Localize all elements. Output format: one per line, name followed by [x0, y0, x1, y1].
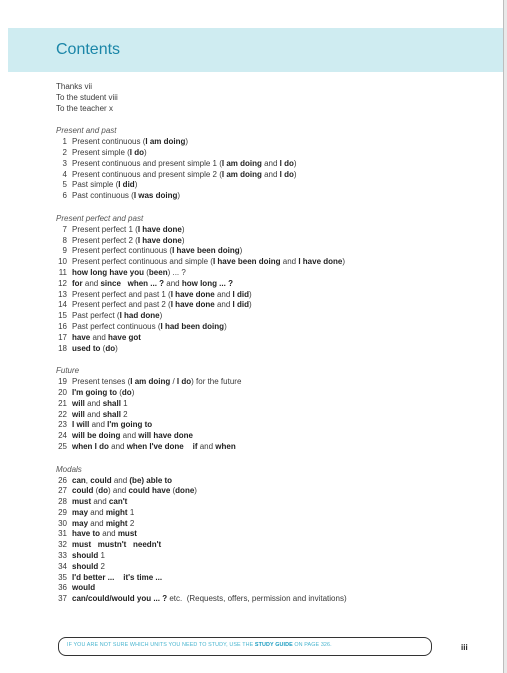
unit-title-bold: I am doing	[221, 158, 262, 168]
unit-title-bold: I had been doing	[160, 321, 225, 331]
unit-title-bold: must mustn't needn't	[72, 540, 162, 550]
unit-title-bold: I'm going to	[72, 387, 118, 397]
unit-title-text: ) ... ?	[167, 267, 186, 277]
unit-title-text: and	[214, 289, 233, 299]
front-matter-page: x	[108, 103, 113, 113]
unit-entry[interactable]	[56, 551, 496, 562]
unit-entry[interactable]	[56, 486, 496, 497]
unit-number: 28	[58, 497, 67, 507]
unit-title-bold: can't	[108, 497, 128, 507]
unit-title-text: )	[159, 311, 163, 321]
unit-title-bold: do	[105, 343, 116, 353]
unit-title-bold: I am doing	[221, 169, 262, 179]
unit-number: 31	[58, 529, 67, 539]
unit-number: 3	[62, 158, 67, 168]
unit-title-text: )	[185, 137, 189, 147]
unit-entry[interactable]	[56, 594, 496, 605]
unit-entry[interactable]	[56, 322, 496, 333]
unit-title-bold: I do	[129, 147, 145, 157]
unit-title-text: (	[117, 387, 122, 397]
unit-title-bold: would	[72, 583, 96, 593]
contents-list	[56, 82, 496, 605]
unit-entry[interactable]	[56, 225, 496, 236]
unit-title-bold: if	[192, 441, 198, 451]
unit-title-bold: have to	[72, 529, 101, 539]
unit-title-text: Present continuous and present simple 1 (	[72, 158, 222, 168]
unit-title-text: 2	[120, 409, 128, 419]
unit-title-bold: will	[72, 409, 85, 419]
unit-title-bold: I did	[232, 289, 249, 299]
unit-title-text: Present continuous and present simple 2 (	[72, 169, 222, 179]
unit-title-bold: have got	[108, 332, 141, 342]
unit-entry[interactable]	[56, 279, 496, 290]
section-heading: Modals	[56, 464, 82, 474]
unit-title-text: and	[88, 518, 106, 528]
unit-title-text: )	[181, 235, 185, 245]
unit-title-text: Present perfect 2 (	[72, 235, 138, 245]
study-guide-link[interactable]: STUDY GUIDE	[254, 642, 293, 648]
unit-title-text: ) and	[108, 486, 129, 496]
unit-entry[interactable]	[56, 333, 496, 344]
unit-title-text: Present perfect and past 2 (	[72, 300, 171, 310]
unit-entry[interactable]	[56, 246, 496, 257]
unit-number: 13	[58, 289, 67, 299]
front-matter-page: viii	[108, 92, 118, 102]
unit-title-bold: used to	[72, 343, 101, 353]
section-heading: Present perfect and past	[56, 213, 144, 223]
unit-title-text: and	[84, 409, 103, 419]
unit-title-bold: will have done	[138, 431, 193, 441]
unit-entry[interactable]	[56, 236, 496, 247]
unit-number: 21	[58, 398, 67, 408]
sections-list	[56, 126, 496, 605]
unit-title-bold: do	[121, 387, 132, 397]
unit-entry[interactable]	[56, 180, 496, 191]
unit-number: 2	[62, 147, 67, 157]
unit-title-text: )	[115, 343, 118, 353]
unit-entry[interactable]	[56, 529, 496, 540]
unit-number: 22	[58, 409, 67, 419]
unit-title-text: ) for the future	[191, 377, 242, 387]
unit-title-bold: I have done	[137, 224, 182, 234]
unit-title-bold: I did	[232, 300, 249, 310]
unit-title-text: and	[214, 300, 233, 310]
unit-title-text: ,	[85, 475, 91, 485]
unit-title-text: and	[120, 431, 139, 441]
unit-number: 18	[58, 343, 67, 353]
unit-title-text	[184, 442, 193, 451]
unit-title-bold: shall	[102, 398, 121, 408]
unit-title-bold: I did	[118, 180, 135, 190]
unit-title-text: 1	[98, 551, 105, 561]
unit-title-bold: could	[90, 475, 112, 485]
unit-title-bold: can	[72, 475, 86, 485]
unit-title-text: (	[100, 343, 106, 353]
unit-title-text: 1	[127, 507, 135, 517]
unit-number: 5	[62, 180, 67, 190]
unit-title-bold: I have done	[170, 289, 215, 299]
unit-title-bold: been	[148, 267, 168, 277]
unit-title-text: 1	[120, 398, 128, 408]
front-matter-list	[56, 82, 496, 114]
unit-title-text: (	[170, 486, 176, 496]
unit-title-text: Present continuous (	[72, 137, 146, 147]
unit-entry[interactable]	[56, 300, 496, 311]
unit-title-text: (	[144, 267, 149, 277]
unit-entry[interactable]	[56, 497, 496, 508]
unit-title-bold: how long ... ?	[181, 278, 233, 288]
unit-title-text: and	[164, 278, 182, 288]
front-matter-item[interactable]	[56, 104, 496, 115]
unit-title-bold: might	[105, 507, 128, 517]
unit-title-text: and	[100, 529, 118, 539]
unit-entry[interactable]	[56, 137, 496, 148]
unit-title-bold: will	[72, 398, 85, 408]
unit-number: 26	[58, 475, 67, 485]
unit-title-text: 2	[127, 518, 135, 528]
unit-entry[interactable]	[56, 377, 496, 388]
front-matter-item[interactable]	[56, 93, 496, 104]
unit-number: 11	[58, 267, 67, 277]
unit-title-text: Present tenses (	[72, 377, 131, 387]
unit-title-text: and	[84, 398, 103, 408]
unit-title-bold: might	[105, 518, 128, 528]
unit-title-text: and	[82, 278, 101, 288]
unit-number: 35	[58, 572, 67, 582]
unit-title-bold: may	[72, 518, 89, 528]
unit-title-bold: I have done	[298, 257, 343, 267]
unit-title-text: )	[181, 224, 185, 234]
unit-title-bold: I'd better ... it's time ...	[72, 572, 163, 582]
footer-text-after: ON PAGE 326.	[292, 642, 332, 648]
unit-title-text: Past perfect continuous (	[72, 321, 161, 331]
unit-entry[interactable]	[56, 148, 496, 159]
unit-number: 30	[58, 518, 67, 528]
unit-title-text: Present perfect continuous (	[72, 246, 173, 256]
unit-entry[interactable]	[56, 540, 496, 551]
unit-number: 20	[58, 387, 67, 397]
unit-title-bold: I have been doing	[212, 257, 281, 267]
unit-number: 24	[58, 431, 67, 441]
unit-entry[interactable]	[56, 290, 496, 301]
unit-number: 17	[58, 332, 67, 342]
unit-title-text: etc. (Requests, offers, permission and invitations)	[167, 594, 347, 604]
unit-entry[interactable]	[56, 410, 496, 421]
unit-entry[interactable]	[56, 268, 496, 279]
unit-title-text	[121, 279, 128, 288]
unit-entry[interactable]	[56, 442, 496, 453]
unit-title-text: and	[261, 158, 280, 168]
unit-title-text: and	[197, 441, 216, 451]
front-matter-label: Thanks	[56, 82, 83, 91]
unit-title-text: )	[249, 289, 252, 299]
unit-number: 10	[58, 257, 67, 267]
unit-title-bold: when I've done	[126, 441, 184, 451]
unit-entry[interactable]	[56, 170, 496, 181]
unit-entry[interactable]	[56, 583, 496, 594]
unit-title-bold: for	[72, 278, 83, 288]
unit-entry[interactable]	[56, 344, 496, 355]
unit-title-text: and	[111, 475, 130, 485]
unit-title-text: 2	[98, 561, 105, 571]
unit-title-bold: I am doing	[130, 377, 171, 387]
front-matter-page: vii	[84, 82, 93, 91]
unit-title-text: Present perfect continuous and simple (	[72, 257, 213, 267]
unit-number: 8	[62, 235, 67, 245]
unit-title-text: Present perfect 1 (	[72, 224, 138, 234]
unit-title-text: Past continuous (	[72, 191, 134, 201]
unit-title-bold: do	[98, 486, 109, 496]
study-guide-banner	[58, 637, 432, 656]
front-matter-item[interactable]	[56, 82, 496, 93]
unit-title-text: )	[131, 387, 135, 397]
front-matter-label: To the student	[56, 92, 107, 102]
unit-number: 12	[58, 278, 67, 288]
unit-title-text: )	[224, 321, 227, 331]
unit-entry[interactable]	[56, 420, 496, 431]
unit-title-text: Present simple (	[72, 147, 130, 157]
study-guide-text	[67, 642, 332, 648]
unit-entry[interactable]	[56, 399, 496, 410]
unit-title-bold: should	[72, 561, 99, 571]
unit-entry[interactable]	[56, 573, 496, 584]
unit-entry[interactable]	[56, 159, 496, 170]
front-matter-label: To the teacher	[56, 103, 107, 113]
unit-title-text: Past simple (	[72, 180, 119, 190]
unit-number: 6	[62, 191, 67, 201]
unit-title-bold: I have done	[137, 235, 182, 245]
unit-number: 14	[58, 300, 67, 310]
unit-title-text: )	[239, 246, 243, 256]
unit-number: 34	[58, 561, 67, 571]
unit-entry[interactable]	[56, 257, 496, 268]
unit-title-bold: I do	[279, 169, 294, 179]
unit-number: 36	[58, 583, 67, 593]
unit-title-bold: I have done	[170, 300, 215, 310]
unit-title-bold: have	[72, 332, 91, 342]
unit-title-text: and	[261, 169, 280, 179]
unit-title-text: and	[88, 507, 106, 517]
unit-entry[interactable]	[56, 311, 496, 322]
unit-title-bold: when	[215, 441, 236, 451]
unit-number: 29	[58, 507, 67, 517]
unit-title-bold: since	[100, 278, 121, 288]
unit-title-bold: I am doing	[145, 137, 186, 147]
unit-title-bold: I was doing	[133, 191, 178, 201]
unit-entry[interactable]	[56, 519, 496, 530]
unit-title-bold: I have been doing	[172, 246, 240, 256]
unit-number: 7	[62, 224, 67, 234]
unit-title-text: and	[89, 420, 108, 430]
unit-entry[interactable]	[56, 476, 496, 487]
unit-number: 16	[58, 321, 67, 331]
unit-title-bold: I'm going to	[107, 420, 153, 430]
unit-title-bold: could	[72, 486, 94, 496]
unit-number: 19	[58, 377, 67, 387]
unit-number: 4	[62, 169, 67, 179]
unit-title-bold: may	[72, 507, 89, 517]
page-number: iii	[461, 643, 468, 652]
unit-title-text: and	[91, 497, 109, 507]
unit-number: 15	[58, 311, 67, 321]
unit-number: 9	[62, 246, 67, 256]
unit-title-bold: could have	[128, 486, 171, 496]
unit-entry[interactable]	[56, 191, 496, 202]
unit-title-bold: I had done	[119, 311, 160, 321]
section-heading: Present and past	[56, 126, 117, 136]
unit-title-text: )	[134, 180, 138, 190]
unit-title-text: /	[170, 377, 177, 387]
unit-number: 27	[58, 486, 67, 496]
unit-number: 25	[58, 441, 67, 451]
unit-title-text: and	[280, 257, 299, 267]
unit-title-bold: must	[72, 497, 92, 507]
unit-title-text: )	[144, 147, 147, 157]
unit-title-bold: can/could/would you ... ?	[72, 594, 168, 604]
unit-title-bold: will be doing	[72, 431, 121, 441]
unit-title-bold: I do	[279, 158, 294, 168]
unit-title-text: Past perfect (	[72, 311, 120, 321]
unit-title-text: (	[93, 486, 99, 496]
footer-text-before: IF YOU ARE NOT SURE WHICH UNITS YOU NEED TO STUDY, USE THE	[67, 642, 255, 648]
section-heading: Future	[56, 366, 80, 376]
unit-number: 33	[58, 551, 67, 561]
unit-title-text: )	[342, 257, 346, 267]
unit-number: 1	[62, 137, 67, 147]
unit-title-bold: how long have you	[72, 267, 145, 277]
unit-title-bold: when ... ?	[127, 278, 165, 288]
unit-title-bold: shall	[102, 409, 121, 419]
unit-title-text: and	[108, 441, 127, 451]
unit-title-text: and	[90, 332, 109, 342]
unit-title-text: )	[293, 158, 297, 168]
unit-title-text: )	[194, 486, 197, 496]
unit-title-bold: done	[175, 486, 195, 496]
unit-entry[interactable]	[56, 431, 496, 442]
unit-number: 23	[58, 420, 67, 430]
unit-title-text: Present perfect and past 1 (	[72, 289, 171, 299]
unit-title-text: )	[177, 191, 181, 201]
unit-entry[interactable]	[56, 508, 496, 519]
page-title: Contents	[56, 41, 121, 58]
unit-entry[interactable]	[56, 388, 496, 399]
unit-entry[interactable]	[56, 562, 496, 573]
unit-title-bold: I will	[72, 420, 90, 430]
unit-title-bold: (be) able to	[129, 475, 173, 485]
unit-title-bold: must	[117, 529, 137, 539]
unit-title-bold: when I do	[72, 441, 109, 451]
unit-title-text: )	[249, 300, 252, 310]
unit-title-text: )	[293, 169, 297, 179]
unit-number: 37	[58, 594, 67, 604]
unit-title-bold: should	[72, 551, 99, 561]
unit-number: 32	[58, 540, 67, 550]
unit-title-bold: I do	[176, 377, 192, 387]
